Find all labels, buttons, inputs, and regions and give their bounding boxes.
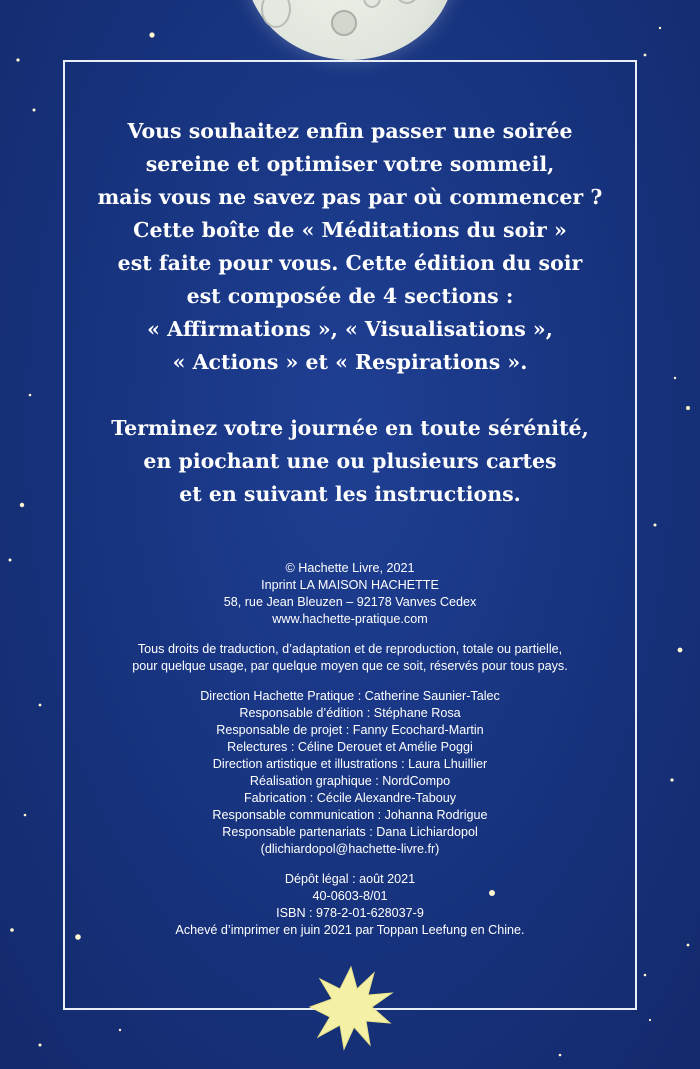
intro-line: sereine et optimiser votre sommeil, bbox=[145, 152, 555, 176]
legal-line: Dépôt légal : août 2021 bbox=[284, 872, 416, 886]
outro-paragraph bbox=[70, 412, 630, 511]
credit-line: Responsable communication : Johanna Rodrigue bbox=[212, 808, 488, 822]
publisher-line: © Hachette Livre, 2021 bbox=[285, 561, 415, 575]
star-burst-icon bbox=[308, 965, 394, 1051]
outro-line: en piochant une ou plusieurs cartes bbox=[143, 449, 557, 473]
outro-line: Terminez votre journée en toute sérénité, bbox=[111, 416, 589, 440]
publisher-line: 58, rue Jean Bleuzen – 92178 Vanves Cedex bbox=[223, 595, 477, 609]
intro-line: mais vous ne savez pas par où commencer ? bbox=[97, 185, 603, 209]
intro-paragraph bbox=[70, 115, 630, 379]
intro-line: Cette boîte de « Méditations du soir » bbox=[133, 218, 567, 242]
credit-line: Fabrication : Cécile Alexandre-Tabouy bbox=[243, 791, 457, 805]
intro-line: « Actions » et « Respirations ». bbox=[172, 350, 528, 374]
credit-email: (dlichiardopol@hachette-livre.fr) bbox=[260, 842, 440, 856]
publisher-line: Inprint LA MAISON HACHETTE bbox=[261, 578, 439, 592]
credit-line: Responsable d’édition : Stéphane Rosa bbox=[239, 706, 461, 720]
outro-line: et en suivant les instructions. bbox=[179, 482, 521, 506]
legal-line: 40-0603-8/01 bbox=[312, 889, 388, 903]
credit-line: Relectures : Céline Derouet et Amélie Poggi bbox=[227, 740, 473, 754]
credit-line: Direction artistique et illustrations : Laura Lhuillier bbox=[212, 757, 488, 771]
legal-notice bbox=[70, 560, 630, 939]
intro-line: « Affirmations », « Visualisations », bbox=[147, 317, 553, 341]
isbn-line: ISBN : 978-2-01-628037-9 bbox=[276, 906, 424, 920]
publisher-website: www.hachette-pratique.com bbox=[272, 612, 428, 626]
credit-line: Responsable partenariats : Dana Lichiardopol bbox=[222, 825, 478, 839]
intro-line: Vous souhaitez enfin passer une soirée bbox=[127, 119, 573, 143]
intro-line: est composée de 4 sections : bbox=[186, 284, 514, 308]
rights-line: pour quelque usage, par quelque moyen que ce soit, réservés pour tous pays. bbox=[132, 659, 568, 673]
rights-line: Tous droits de traduction, d’adaptation et de reproduction, totale ou partielle, bbox=[137, 642, 563, 656]
credit-line: Responsable de projet : Fanny Ecochard-Martin bbox=[216, 723, 484, 737]
credit-line: Direction Hachette Pratique : Catherine Saunier-Talec bbox=[200, 689, 500, 703]
credit-line: Réalisation graphique : NordCompo bbox=[249, 774, 451, 788]
printer-line: Achevé d’imprimer en juin 2021 par Toppan Leefung en Chine. bbox=[175, 923, 525, 937]
intro-line: est faite pour vous. Cette édition du soir bbox=[117, 251, 583, 275]
